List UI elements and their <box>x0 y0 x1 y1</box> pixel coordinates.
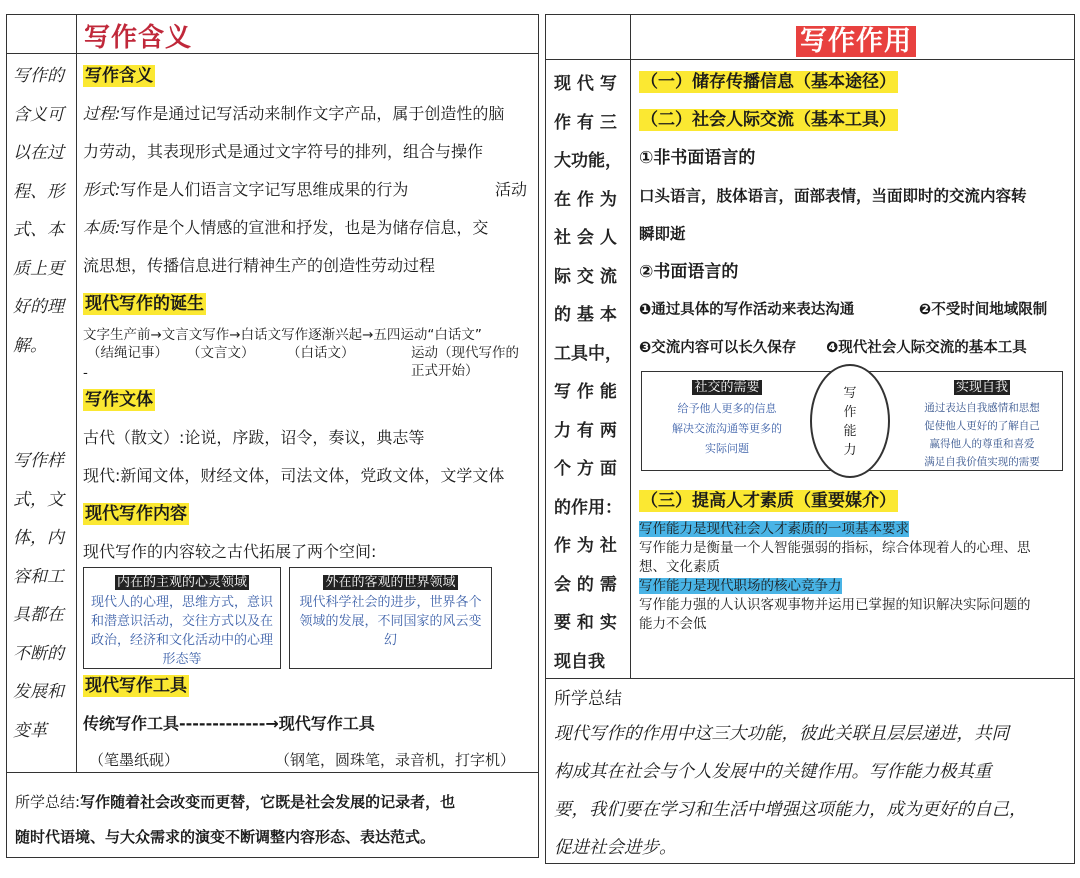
diagram-left <box>642 376 812 459</box>
function-1: （一）储存传播信息（基本途径） <box>641 72 896 92</box>
birth-dash: - <box>83 365 88 381</box>
right-side-line: 大功能， <box>554 151 622 171</box>
diagram-right-title: 实现自我 <box>955 380 1008 395</box>
left-column-divider <box>76 15 77 772</box>
left-side-line: 以在过 <box>13 143 64 163</box>
left-side-line: 变革 <box>13 720 47 741</box>
talent-block <box>639 520 1031 634</box>
right-header-divider <box>546 59 1074 60</box>
left-side-notes <box>13 57 75 750</box>
left-side-line: 式、本 <box>13 220 64 240</box>
right-side-line: 际 交 流 <box>554 266 617 287</box>
diagram-left-line: 给予他人更多的信息 <box>677 402 777 415</box>
right-summary-label: 所学总结 <box>554 689 622 709</box>
right-side-notes <box>554 65 628 681</box>
left-summary-line2: 随时代语境、与大众需求的演变不断调整内容形态、表达范式。 <box>15 828 436 846</box>
styles-ancient: 古代（散文）:论说，序跋，诏令，奏议，典志等 <box>83 428 425 447</box>
left-side-line: 容和工 <box>13 566 64 587</box>
right-title: 写作作用 <box>796 19 916 58</box>
right-side-line: 现 代 写 <box>554 74 617 94</box>
meaning-form: 形式:写作是人们语言文字记写思维成果的行为 <box>83 180 409 199</box>
tools-traditional: （笔墨纸砚） <box>89 751 180 769</box>
talent-line-2: 想、文化素质 <box>639 559 720 575</box>
diagram-right-line: 促使他人更好的了解自己 <box>924 420 1040 432</box>
talent-line-3: 写作能力强的人认识客观事物并运用已掌握的知识解决实际问题的 <box>639 597 1031 613</box>
writing-ability-diagram <box>641 371 1063 471</box>
right-side-line: 现自我 <box>554 651 605 672</box>
diagram-left-title: 社交的需要 <box>694 380 760 395</box>
nonwritten-heading: ①非书面语言的 <box>639 148 756 168</box>
left-side-line: 发展和 <box>13 682 64 702</box>
written-point-3: ❸交流内容可以长久保存 <box>639 340 797 356</box>
function-2: （二）社会人际交流（基本工具） <box>641 110 896 130</box>
left-title: 写作含义 <box>84 23 193 53</box>
diagram-right-line: 赢得他人的尊重和喜爱 <box>929 438 1035 450</box>
right-side-line: 工具中， <box>554 343 622 364</box>
birth-sub4b: 正式开始） <box>411 363 479 379</box>
outer-realm-line: 幻 <box>383 633 397 648</box>
written-point-2: ❷不受时间地域限制 <box>919 302 1048 318</box>
birth-timeline: 文字生产前→文言文写作→白话文写作逐渐兴起→五四运动“白话文” <box>83 327 482 343</box>
right-summary-line: 促进社会进步。 <box>554 838 677 858</box>
tools-modern: （钢笔，圆珠笔，录音机，打字机） <box>275 751 516 769</box>
nonwritten-line2: 瞬即逝 <box>639 225 686 243</box>
outer-realm-line: 现代科学社会的进步，世界各个 <box>299 595 482 610</box>
tools-line: 传统写作工具-------------→现代写作工具 <box>83 714 375 733</box>
talent-line-1: 写作能力是衡量一个人智能强弱的指标，综合体现着人的心理、思 <box>639 540 1031 556</box>
talent-line-4: 能力不会低 <box>639 616 707 632</box>
content-intro: 现代写作的内容较之古代拓展了两个空间: <box>83 542 377 561</box>
left-side-line <box>13 404 75 443</box>
right-summary-line: 要，我们要在学习和生活中增强这项能力，成为更好的自己， <box>554 800 1027 820</box>
right-side-line: 个 方 面 <box>554 459 617 479</box>
right-side-line: 的 基 本 <box>554 305 617 325</box>
left-side-line: 式，文 <box>13 489 64 510</box>
diagram-right-line: 通过表达自我感情和思想 <box>924 402 1040 414</box>
right-summary-line: 构成其在社会与个人发展中的关键作用。写作能力极其重 <box>554 762 992 782</box>
meaning-essence-line2: 流思想，传播信息进行精神生产的创造性劳动过程 <box>83 256 436 275</box>
right-side-line: 作 有 三 <box>554 112 617 133</box>
outer-realm-box <box>289 567 492 669</box>
inner-realm-line: 形态等 <box>162 652 202 667</box>
right-side-line: 的作用： <box>554 497 622 518</box>
diagram-right-line: 满足自我价值实现的需要 <box>924 456 1040 468</box>
inner-realm-box <box>83 567 281 669</box>
right-side-line: 作 为 社 <box>554 536 617 556</box>
tools-heading: 现代写作工具 <box>85 676 187 696</box>
right-side-line: 写 作 能 <box>554 382 617 402</box>
left-side-line: 程、形 <box>13 181 64 202</box>
outer-realm-title: 外在的客观的世界领域 <box>325 575 456 590</box>
left-side-line: 写作样 <box>13 451 64 471</box>
birth-heading: 现代写作的诞生 <box>85 294 204 314</box>
left-summary-line1: 所学总结:写作随着社会改变而更替，它既是社会发展的记录者，也 <box>15 793 456 811</box>
right-panel <box>545 14 1075 864</box>
diagram-center-char: 作 <box>843 405 857 420</box>
left-side-line: 体，内 <box>13 528 64 548</box>
written-heading: ②书面语言的 <box>639 262 739 282</box>
meaning-essence-line1: 本质:写作是个人情感的宣泄和抒发，也是为储存信息，交 <box>83 218 489 237</box>
right-summary-line: 现代写作的作用中这三大功能，彼此关联且层层递进，共同 <box>554 724 1009 744</box>
inner-realm-line: 和潜意识活动，交往方式以及在 <box>90 614 273 629</box>
nonwritten-line1: 口头语言，肢体语言，面部表情，当面即时的交流内容转 <box>639 187 1027 205</box>
left-side-line: 解。 <box>13 335 47 356</box>
meaning-form-extra: 活动 <box>495 180 528 199</box>
left-side-line: 质上更 <box>13 258 64 279</box>
diagram-center-char: 力 <box>843 443 857 458</box>
content-heading: 现代写作内容 <box>85 504 187 524</box>
right-side-line: 在 作 为 <box>554 189 617 210</box>
left-side-line <box>13 365 75 404</box>
left-side-line: 写作的 <box>13 66 64 86</box>
left-panel <box>6 14 539 858</box>
right-side-line: 力 有 两 <box>554 420 617 441</box>
right-column-divider <box>630 15 631 678</box>
diagram-center-char: 能 <box>843 424 857 439</box>
birth-sub4a: 运动（现代写作的 <box>411 345 519 361</box>
birth-sub2: （文言文） <box>187 345 255 361</box>
birth-sub1: （结绳记事） <box>87 345 168 361</box>
talent-highlight-1: 写作能力是现代社会人才素质的一项基本要求 <box>639 521 909 537</box>
right-side-line: 会 的 需 <box>554 574 617 595</box>
written-point-4: ❹现代社会人际交流的基本工具 <box>826 340 1027 356</box>
outer-realm-line: 领域的发展，不同国家的风云变 <box>299 614 482 629</box>
talent-highlight-2: 写作能力是现代职场的核心竞争力 <box>639 578 842 594</box>
meaning-process-line2: 力劳动，其表现形式是通过文字符号的排列，组合与操作 <box>83 142 484 161</box>
written-point-1: ❶通过具体的写作活动来表达沟通 <box>639 302 855 318</box>
left-side-line: 具都在 <box>13 605 64 625</box>
left-side-line: 含义可 <box>13 104 64 125</box>
diagram-left-line: 解决交流沟通等更多的 <box>672 422 782 435</box>
function-3: （三）提高人才素质（重要媒介） <box>641 491 896 511</box>
left-side-line: 好的理 <box>13 297 64 317</box>
inner-realm-line: 政治，经济和文化活动中的心理 <box>90 633 273 648</box>
outer-realm-lines <box>290 593 491 650</box>
left-side-line: 不断的 <box>13 643 64 664</box>
diagram-right <box>900 376 1064 471</box>
meaning-process-line1: 过程:写作是通过记写活动来制作文字产品，属于创造性的脑 <box>83 104 505 123</box>
diagram-center-circle <box>810 364 890 478</box>
diagram-center-char: 写 <box>843 386 857 401</box>
right-summary-text <box>554 715 1027 867</box>
styles-heading: 写作文体 <box>85 390 153 410</box>
right-side-line: 社 会 人 <box>554 228 617 248</box>
inner-realm-line: 现代人的心理，思维方式，意识 <box>90 595 273 610</box>
styles-modern: 现代:新闻文体，财经文体，司法文体，党政文体，文学文体 <box>83 466 505 485</box>
right-side-line: 要 和 实 <box>554 613 617 633</box>
diagram-left-line: 实际问题 <box>705 442 749 455</box>
meaning-heading: 写作含义 <box>85 66 153 86</box>
inner-realm-title: 内在的主观的心灵领域 <box>116 575 247 590</box>
inner-realm-lines <box>84 593 280 669</box>
birth-sub3: （白话文） <box>287 345 355 361</box>
